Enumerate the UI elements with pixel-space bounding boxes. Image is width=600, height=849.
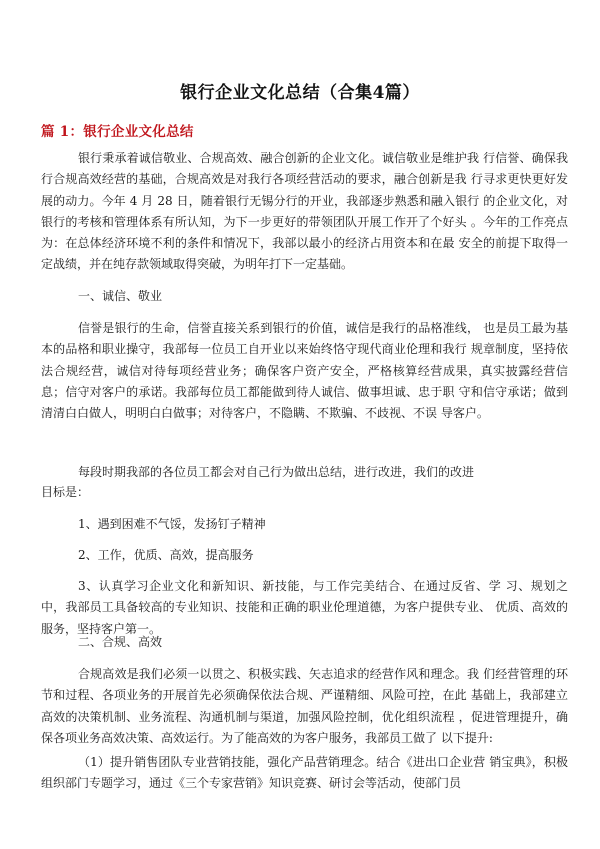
document-title: 银行企业文化总结（合集4篇） xyxy=(180,83,420,103)
credit-paragraph: 信誉是银行的生命，信誉直接关系到银行的价值，诚信是我行的品格准线， 也是员工最为基本的品格和职业操守，我部每一位员工自开业以来始终恪守现代商业伦理和我行 规章制度，坚持依法合规经营，诚信对待每项经营业务；确保客户资产安全，严格核算经营成果，真实披露经营信息；信守对客户的承诺。我部每位员工都能做到待人诚信、做事坦诚、忠于职 守和信守承诺；做到清清白白做人，明明白白做事；对待客户，不隐瞒、不欺骗、不歧视、不误 导客户。 xyxy=(41,321,568,421)
goal-item-1: 1、遇到困难不气馁，发扬钉子精神 xyxy=(78,517,266,531)
subheading-compliance: 二、合规、高效 xyxy=(78,635,163,649)
goal-item-3: 3、认真学习企业文化和新知识、新技能，与工作完美结合、在通过反省、学 习、规划之中，我部员工具备较高的专业知识、技能和正确的职业伦理道德，为客户提供专业、 优质、高效的服务，坚持客户第一。 xyxy=(41,579,568,636)
section-heading: 篇 1：银行企业文化总结 xyxy=(41,124,194,140)
summary-line: 每段时期我部的各位员工都会对自己行为做出总结，进行改进，我们的改进 xyxy=(78,465,475,479)
goal-label: 目标是： xyxy=(41,485,90,499)
intro-paragraph: 银行秉承着诚信敬业、合规高效、融合创新的企业文化。诚信敬业是维护我 行信誉、确保我行合规高效经营的基础，合规高效是对我行各项经营活动的要求，融合创新是我 行寻求更快更好发展的动力。今年 4 月 28 日，随着银行无锡分行的开业，我部逐步熟悉和融入银行 的企业文化，对银行的考核和管理体系有所认知，为下一步更好的带领团队开展工作开了个好头 。今年的工作亮点为：在总体经济环境不利的条件和情况下，我部以最小的经济占用资本和在最 安全的前提下取得一定战绩，并在纯存款领域取得突破，为明年打下一定基础。 xyxy=(41,151,568,272)
compliance-paragraph: 合规高效是我们必须一以贯之、积极实践、矢志追求的经营作风和理念。我 们经营管理的环节和过程、各项业务的开展首先必须确保依法合规、严谨精细、风险可控，在此 基础上，我部建立高效的决策机制、业务流程、沟通机制与渠道，加强风险控制，优化组织流程 ，促进管理提升，确保各项业务高效决策、高效运行。为了能高效的为客户服务，我部员工做了 以下提升: xyxy=(41,667,568,745)
goal-item-2: 2、工作，优质、高效，提高服务 xyxy=(78,548,254,562)
subheading-integrity: 一、诚信、敬业 xyxy=(78,289,163,303)
sub-item-1: （1）提升销售团队专业营销技能，强化产品营销理念。结合《进出口企业营 销宝典》，积极组织部门专题学习，通过《三个专家营销》知识竞赛、研讨会等活动，使部门员 xyxy=(41,755,568,791)
